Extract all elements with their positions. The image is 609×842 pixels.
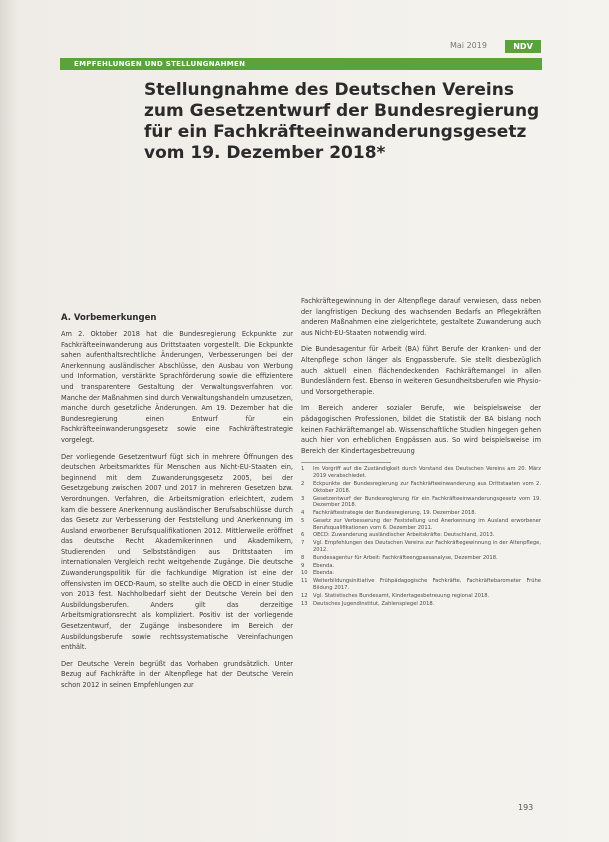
left-column xyxy=(61,312,293,697)
footnote-item xyxy=(301,540,541,554)
footnote-text: OECD: Zuwanderung ausländischer Arbeitskräfte: Deutschland, 2013. xyxy=(313,532,495,539)
footnote-number: 6 xyxy=(301,532,305,539)
footnote-number: 7 xyxy=(301,540,305,547)
footnote-number: 9 xyxy=(301,562,305,569)
issue-date: Mai 2019 xyxy=(450,41,487,50)
footnote-number: 12 xyxy=(301,592,308,599)
footnote-text: Weiterbildungsinitiative Frühpädagogische Fachkräfte, Fachkräftebarometer Frühe Bildung 2017. xyxy=(313,578,541,592)
footnote-item xyxy=(301,578,541,592)
paragraph: Der vorliegende Gesetzentwurf fügt sich in mehrere Öffnungen des deutschen Arbeitsmarktes für Menschen aus Nicht-EU-Staaten ein, beginnend mit dem Zuwanderungsgesetz 2005, bei der Gesetzgebung zwischen 2007 und 2017 in mehreren Gesetzen bzw. Verordnungen. Verfahren, die Arbeitsmigration erleichtert, zudem kam die bessere Anerkennung ausländischer Berufsabschlüsse durch das Gesetz zur Verbesserung der Feststellung und Anerkennung im Ausland erworbener Berufsqualifikationen 2012. Mittlerweile eröffnet das deutsche Recht Akademikerinnen und Akademikern, Studierenden und Selbstständigen aus Drittstaaten im internationalen Vergleich recht weitgehende Zugänge. Die deutsche Zuwanderungspolitik für die fachkundige Migration ist eine der offensivsten im OECD-Raum, so stellte auch die OECD in einer Studie von 2013 fest. Nachholbedarf sieht der Deutsche Verein bei den Ausbildungsberufen. Anders gilt das derzeitige Arbeitsmigrationsrecht als kompliziert. Positiv ist der vorliegende Gesetzentwurf, der Zugänge insbesondere im Bereich der Ausbildungsberufe sowie rechtssystematische Vereinfachungen enthält. xyxy=(61,452,293,652)
footnote-text: Gesetz zur Verbesserung der Feststellung und Anerkennung im Ausland erworbener Berufsqualifikationen vom 6. Dezember 2011. xyxy=(313,517,541,531)
footnote-number: 13 xyxy=(301,600,308,607)
footnote-item xyxy=(301,570,541,577)
footnote-item xyxy=(301,593,541,600)
page-number: 193 xyxy=(518,803,534,812)
footnote-item xyxy=(301,518,541,532)
footnote-number: 3 xyxy=(301,495,305,502)
footnote-text: Fachkräftestrategie der Bundesregierung, 19. Dezember 2018. xyxy=(313,510,477,517)
footnote-text: Vgl. Statistisches Bundesamt, Kindertagesbetreuung regional 2018. xyxy=(313,592,490,599)
footnote-number: 5 xyxy=(301,517,305,524)
footnote-text: Eckpunkte der Bundesregierung zur Fachkräfteeinwanderung aus Drittstaaten vom 2. Oktober 2018. xyxy=(313,480,541,494)
footnote-item xyxy=(301,496,541,510)
footnote-text: Vgl. Empfehlungen des Deutschen Vereins zur Fachkräftegewinnung in der Altenpflege, 2012. xyxy=(313,540,541,554)
footnote-number: 1 xyxy=(301,466,305,473)
footnote-number: 2 xyxy=(301,480,305,487)
section-bar: EMPFEHLUNGEN UND STELLUNGNAHMEN xyxy=(60,58,542,70)
footnote-list xyxy=(301,466,541,607)
section-heading: A. Vorbemerkungen xyxy=(61,313,157,323)
footnote-number: 11 xyxy=(301,578,308,585)
footnote-item xyxy=(301,510,541,517)
footnote-item xyxy=(301,532,541,539)
footnote-item xyxy=(301,481,541,495)
footnote-text: Gesetzentwurf der Bundesregierung für ein Fachkräfteeinwanderungsgesetz vom 19. Dezember 2018. xyxy=(313,495,541,509)
footnote-number: 4 xyxy=(301,510,305,517)
footnote-item xyxy=(301,601,541,608)
footnote-item xyxy=(301,555,541,562)
right-column xyxy=(301,296,541,608)
footnote-number: 10 xyxy=(301,570,308,577)
footnote-divider xyxy=(301,462,391,463)
paragraph: Fachkräftegewinnung in der Altenpflege darauf verwiesen, dass neben der langfristigen Deckung des wachsenden Bedarfs an Pflegekräften anderen Maßnahmen eine zielgerichtete, gestaltete Zuwanderung auch aus Nicht-EU-Staaten notwendig wird. xyxy=(301,297,541,337)
footnote-number: 8 xyxy=(301,554,305,561)
footnote-item xyxy=(301,563,541,570)
footnote-text: Ebenda. xyxy=(313,562,335,569)
ndv-badge: NDV xyxy=(505,40,541,53)
paragraph: Der Deutsche Verein begrüßt das Vorhaben grundsätzlich. Unter Bezug auf Fachkräfte in der Altenpflege hat der Deutsche Verein schon 2012 in seinen Empfehlungen zur xyxy=(61,659,293,689)
footnote-item xyxy=(301,466,541,480)
page-title: Stellungnahme des Deutschen Vereins zum Gesetzentwurf der Bundesregierung für ein Fachkräfteeinwanderungsgesetz vom 19. Dezember 2018* xyxy=(144,80,540,163)
footnote-text: Ebenda. xyxy=(313,570,335,577)
paragraph: Am 2. Oktober 2018 hat die Bundesregierung Eckpunkte zur Fachkräfteeinwanderung aus Drittstaaten vorgestellt. Die Eckpunkte sahen aufenthaltsrechtliche Änderungen, Verbesserungen bei der Anerkennung ausländischer Abschlüsse, den Ausbau von Werbung und Information, verstärkte Sprachförderung sowie die effizientere und transparentere Gestaltung der Verwaltungsverfahren vor. Manche der Maßnahmen sind durch Verwaltungshandeln umzusetzen, manche durch gesetzliche Änderungen. Am 19. Dezember hat die Bundesregierung einen Entwurf für ein Fachkräfteeinwanderungsgesetz sowie eine Fachkräftestrategie vorgelegt. xyxy=(61,330,293,444)
paragraph: Im Bereich anderer sozialer Berufe, wie beispielsweise der pädagogischen Professionen, bildet die Statistik der BA bislang noch keinen Fachkräftemangel ab. Wissenschaftliche Studien hingegen gehen auch hier von erheblichen Engpässen aus. So wird beispielsweise im Bereich der Kindertagesbetreuung xyxy=(301,404,541,455)
footnote-text: Bundesagentur für Arbeit: Fachkräfteengpassanalyse, Dezember 2018. xyxy=(313,554,498,561)
paragraph: Die Bundesagentur für Arbeit (BA) führt Berufe der Kranken- und der Altenpflege schon länger als Engpassberufe. Sie stellt diesbezüglich auch aktuell einen flächendeckenden Fachkräftemangel in allen Bundesländern fest. Ebenso in weiteren Gesundheitsberufen wie Physio- und Vorsorgetherapie. xyxy=(301,345,541,396)
footnote-text: Im Vorgriff auf die Zuständigkeit durch Vorstand des Deutschen Vereins am 20. März 2019 verabschiedet. xyxy=(313,466,541,480)
footnote-text: Deutsches Jugendinstitut, Zahlenspiegel 2018. xyxy=(313,600,435,607)
